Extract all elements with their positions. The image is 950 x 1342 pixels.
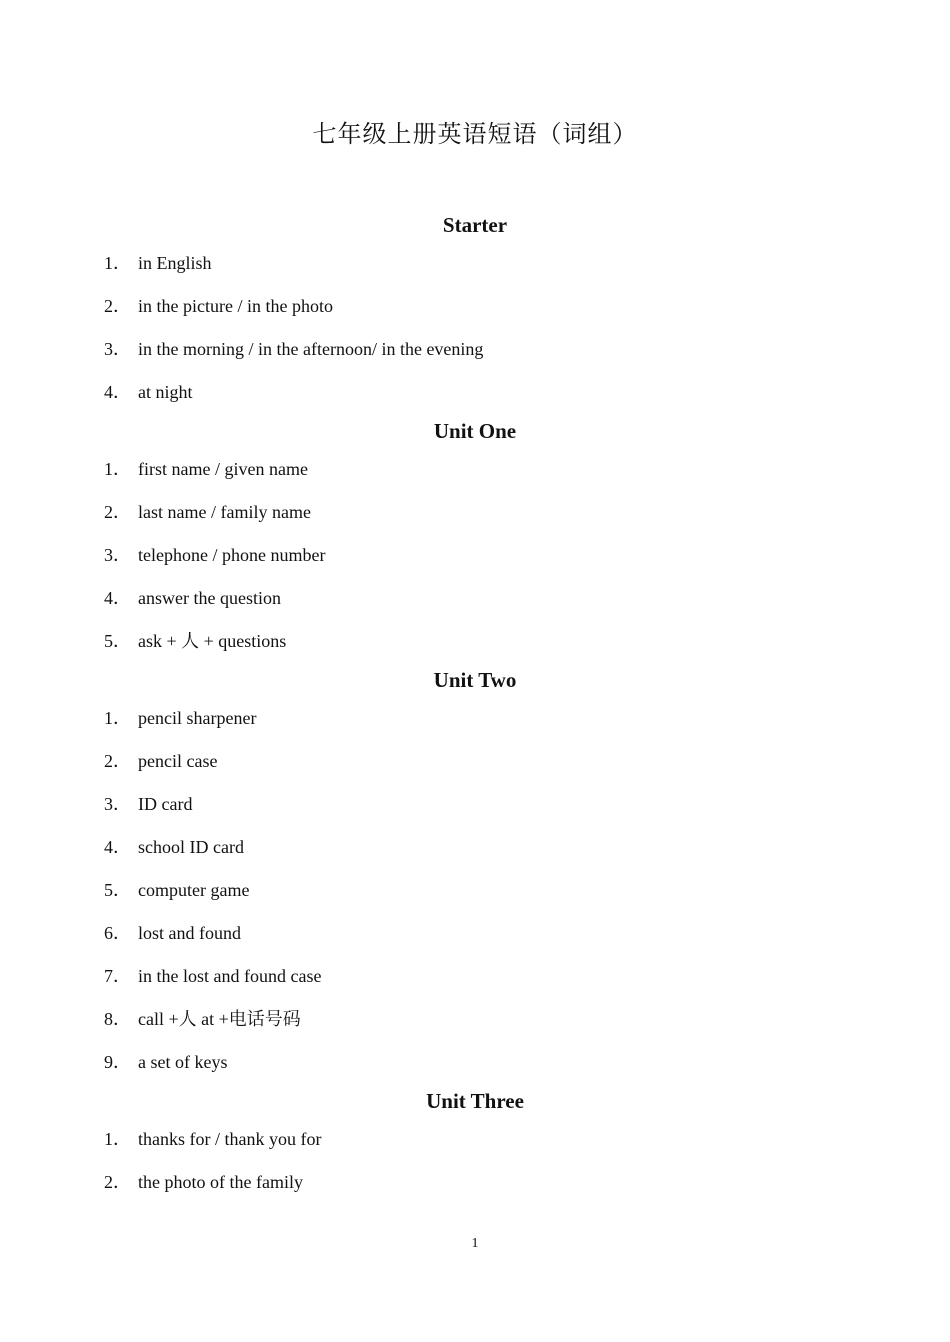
section [0, 414, 950, 663]
item-phrase: computer game [138, 880, 250, 900]
item-number: 9． [104, 1052, 131, 1072]
item-phrase: answer the question [138, 588, 281, 608]
list-item [0, 448, 950, 491]
item-phrase: in the picture / in the photo [138, 296, 333, 316]
item-phrase: ID card [138, 794, 193, 814]
section [0, 208, 950, 414]
list-item [0, 1161, 950, 1204]
sections-container [0, 208, 950, 1204]
item-phrase: call +人 at +电话号码 [138, 1009, 301, 1029]
section [0, 663, 950, 1084]
section-heading: Unit One [433, 419, 517, 443]
section [0, 1084, 950, 1204]
list-item [0, 697, 950, 740]
list-item [0, 328, 950, 371]
section-heading: Starter [442, 213, 508, 237]
section-heading: Unit Three [426, 1089, 524, 1113]
item-number: 8． [104, 1009, 131, 1029]
list-item [0, 620, 950, 663]
list-item [0, 285, 950, 328]
item-number: 4． [104, 382, 131, 402]
item-number: 2． [104, 1172, 131, 1192]
item-phrase: thanks for / thank you for [138, 1129, 322, 1149]
list-item [0, 242, 950, 285]
phrase-list [0, 242, 950, 414]
list-item [0, 740, 950, 783]
item-phrase: in the morning / in the afternoon/ in the evening [138, 339, 484, 359]
item-number: 1． [104, 253, 131, 273]
item-phrase: pencil sharpener [138, 708, 257, 728]
item-phrase: at night [138, 382, 193, 402]
item-phrase: ask + 人 + questions [138, 631, 287, 651]
section-heading: Unit Two [433, 668, 517, 692]
item-number: 7． [104, 966, 131, 986]
page-title: 七年级上册英语短语（词组） [312, 120, 638, 148]
list-item [0, 783, 950, 826]
item-phrase: the photo of the family [138, 1172, 303, 1192]
list-item [0, 491, 950, 534]
item-number: 5． [104, 880, 131, 900]
list-item [0, 826, 950, 869]
item-number: 4． [104, 588, 131, 608]
list-item [0, 577, 950, 620]
item-phrase: in English [138, 253, 212, 273]
item-number: 2． [104, 751, 131, 771]
list-item [0, 955, 950, 998]
item-phrase: a set of keys [138, 1052, 228, 1072]
list-item [0, 998, 950, 1041]
item-number: 5． [104, 631, 131, 651]
list-item [0, 869, 950, 912]
item-phrase: pencil case [138, 751, 218, 771]
item-phrase: telephone / phone number [138, 545, 326, 565]
item-phrase: first name / given name [138, 459, 308, 479]
phrase-list [0, 448, 950, 663]
item-number: 1． [104, 1129, 131, 1149]
item-number: 1． [104, 459, 131, 479]
item-number: 3． [104, 545, 131, 565]
list-item [0, 912, 950, 955]
item-number: 4． [104, 837, 131, 857]
list-item [0, 534, 950, 577]
list-item [0, 371, 950, 414]
phrase-list [0, 1118, 950, 1204]
item-phrase: last name / family name [138, 502, 311, 522]
phrase-list [0, 697, 950, 1084]
item-number: 2． [104, 296, 131, 316]
item-number: 3． [104, 794, 131, 814]
item-number: 2． [104, 502, 131, 522]
page-number: 1 [471, 1236, 479, 1251]
item-phrase: school ID card [138, 837, 244, 857]
item-number: 1． [104, 708, 131, 728]
list-item [0, 1041, 950, 1084]
item-phrase: in the lost and found case [138, 966, 322, 986]
item-phrase: lost and found [138, 923, 241, 943]
item-number: 6． [104, 923, 131, 943]
list-item [0, 1118, 950, 1161]
item-number: 3． [104, 339, 131, 359]
